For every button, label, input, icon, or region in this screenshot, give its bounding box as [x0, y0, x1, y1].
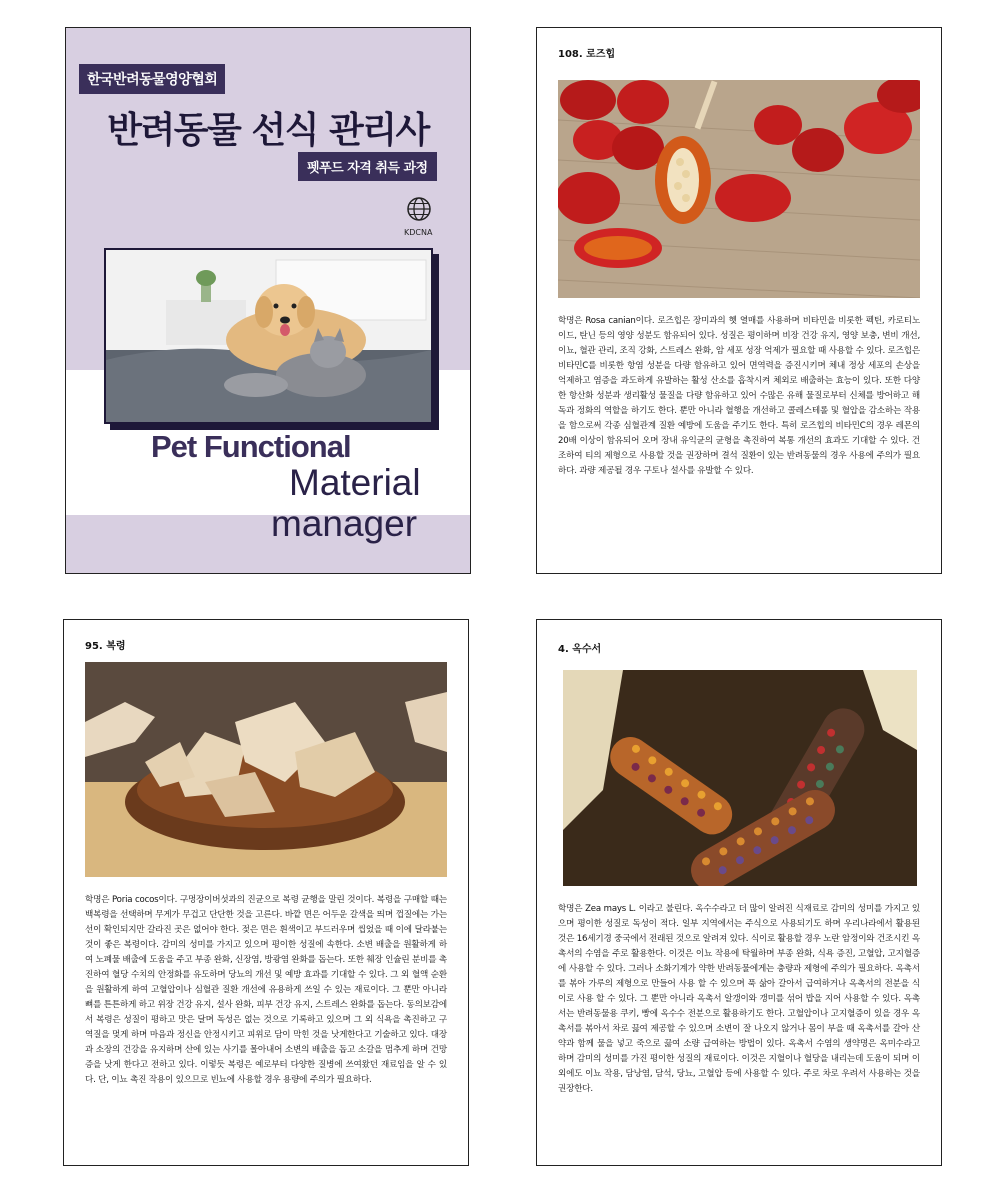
cover-english-line-3: manager — [271, 503, 418, 544]
course-label: 펫푸드 자격 취득 과정 — [298, 152, 437, 181]
corn-photo — [563, 670, 917, 886]
rosehip-photo — [558, 80, 920, 298]
pet-photo-frame — [104, 248, 433, 424]
page-header: 108. 로즈힙 — [558, 49, 616, 60]
page-header: 4. 옥수서 — [558, 644, 602, 655]
cover-title: 반려동물 선식 관리사 — [107, 110, 429, 151]
cover-english-line-1: Pet Functional — [151, 429, 351, 464]
rosehip-page — [536, 27, 942, 574]
corn-description: 학명은 Zea mays L. 이라고 불린다. 옥수수라고 더 많이 알려진 식재료로 감미의 성미를 가지고 있으며 평이한 성질로 독성이 적다. 일부 지역에서는 주식으로 사용되기도 하며 우리나라에서 활용된 것은 16세기경 중국에서 전래된 것으로 알려져 있다. 식이로 활용할 경우 노란 암정이와 건조시킨 옥촉서의 수염을 주로 활용한다. 이것은 이뇨 작용에 탁월하며 부종 완화, 식욕 증진, 고혈압, 고지혈증에 사용할 수 있다. 그러나 소화기계가 약한 반려동물에게는 충량과 제형에 주의가 필요하다. 옥촉서를 볶아 가루의 제형으로 만들어 사용 할 수 있으며 푹 삶아 갈아서 급여하거나 옥촉서의 전분을 식이로 사용 할 수 있다. 그 뿐만 아니라 옥촉서 알갱이와 갱미를 섞어 밥을 지어 사용할 수 있다. 옥촉서는 반려동물용 쿠키, 빵에 옥수수 전분으로 활용하기도 한다. 고혈압이나 고지혈증이 있을 경우 옥촉서를 볶아서 차로 끓여 제공할 수 있으며 소변이 잘 나오지 않거나 몸이 부을 때 옥촉서를 갈아 산약과 함께 물을 넣고 죽으로 끓여 소량 급여하는 방법이 있다. 옥촉서 수염의 생약명은 옥미수라고 하며 감미의 성미를 가진 평이한 성질의 재료이다. 이것은 지혈이나 혈당을 내리는데 도움이 되며 이 외에도 이뇨 작용, 담낭염, 담석, 당뇨, 고혈압 등에 사용할 수 있다. 주로 차로 우려서 사용하는 것을 권장한다. — [558, 904, 920, 1095]
cover-english-line-2: Material — [289, 462, 421, 503]
cover-page — [65, 27, 471, 574]
globe-icon — [406, 196, 432, 222]
poria-description: 학명은 Poria cocos이다. 구멍장이버섯과의 진균으로 복령 균행을 말린 것이다. 복령을 구매할 때는 백복령을 선택하며 무게가 무겁고 단단한 것을 고른다. 바깥 면은 어두운 갈색을 띄며 껍질에는 가는 선이 확인되지만 갈라진 곳은 없어야 한다. 젖은 면은 흰색이고 부드러우며 씹었을 때 이에 달라붙는 것이 좋은 복령이다. 감미의 성미를 가지고 있으며 평이한 성질에 속한다. 소변 배출을 원활하게 하여 노폐물 배출에 도움을 주고 부종 완화, 신장염, 방광염 완화를 돕는다. 또한 췌장 인슐린 분비를 촉진하여 혈당 수치의 안정화를 유도하며 당뇨의 개선 및 예방 효과를 기대할 수 있다. 그 외 혈액 순환을 원활하게 하여 고혈압이나 심혈관 질환 개선에 유용하게 쓰일 수 있는 재료이다. 그 뿐만 아니라 뼈를 튼튼하게 하고 위장 건강 유지, 설사 완화, 피부 건강 유지, 스트레스 완화를 돕는다. 동의보감에서 복령은 성질이 평하고 맛은 달며 독성은 없는 것으로 기록하고 있으며 그 외 식욕을 촉진하고 구역질을 멎게 하며 마음과 정신을 안정시키고 피위로 담이 막힌 것을 낫게한다고 기술하고 있다. 대장과 소장의 건강을 유지하며 산에 있는 사기를 몰아내어 소변의 배출을 돕고 소갈을 멈추게 하며 건망증을 낫게 한다고 전하고 있다. 이렇듯 복령은 예로부터 다양한 질병에 쓰여왔던 재료임을 알 수 있다. 단, 이뇨 촉진 작용이 있으므로 빈뇨에 사용할 경우 용량에 주의가 필요하다. — [85, 895, 447, 1086]
dog-and-cat-photo — [106, 250, 431, 422]
corn-page — [536, 619, 942, 1166]
rosehip-description: 학명은 Rosa canian이다. 로즈힙은 장미과의 헷 열매를 사용하며 비타민을 비롯한 펙틴, 카로티노이드, 탄닌 등의 영양 성분도 함유되어 있다. 성질은 평이하며 비장 건강 유지, 영양 보충, 변비 개선, 이뇨, 혈관 관리, 조직 강화, 스트레스 완화, 암 세포 성장 억제가 필요할 때 사용할 수 있다. 로즈힙은 비타민C를 비롯한 항염 성분을 다량 함유하고 있어 면역력을 증진시키며 체내 정상 세포의 손상을 억제하고 염증을 과도하게 유발하는 활성 산소를 흡착시켜 체외로 배출하는 효능이 있다. 또한 다양한 항산화 성분과 생리활성 물질을 다량 함유하고 있어 수많은 유해 물질로부터 신체를 방어하고 해독과 정화의 역할을 하기도 한다. 뿐만 아니라 혈행을 개선하고 콜레스테롤 및 혈압을 감소하는 작용을 함으로써 각종 심혈관계 질환 예방에 도움을 주기도 한다. 특히 로즈힙의 비타민C의 경우 레몬의 20배 이상이 함유되어 오며 장내 유익균의 균형을 촉진하여 복통 개선의 효과도 기대할 수 있다. 건조하여 티의 제형으로 사용할 것을 권장하며 결석 질환이 있는 반려동물의 경우 사용에 주의가 필요하다. 과량 제공될 경우 구토나 설사를 유발할 수 있다. — [558, 316, 920, 477]
organization-label: 한국반려동물영양협회 — [79, 64, 225, 94]
logo-text: KDCNA — [404, 228, 433, 237]
page-header: 95. 복령 — [85, 641, 126, 652]
poria-page — [63, 619, 469, 1166]
poria-photo — [85, 662, 447, 877]
